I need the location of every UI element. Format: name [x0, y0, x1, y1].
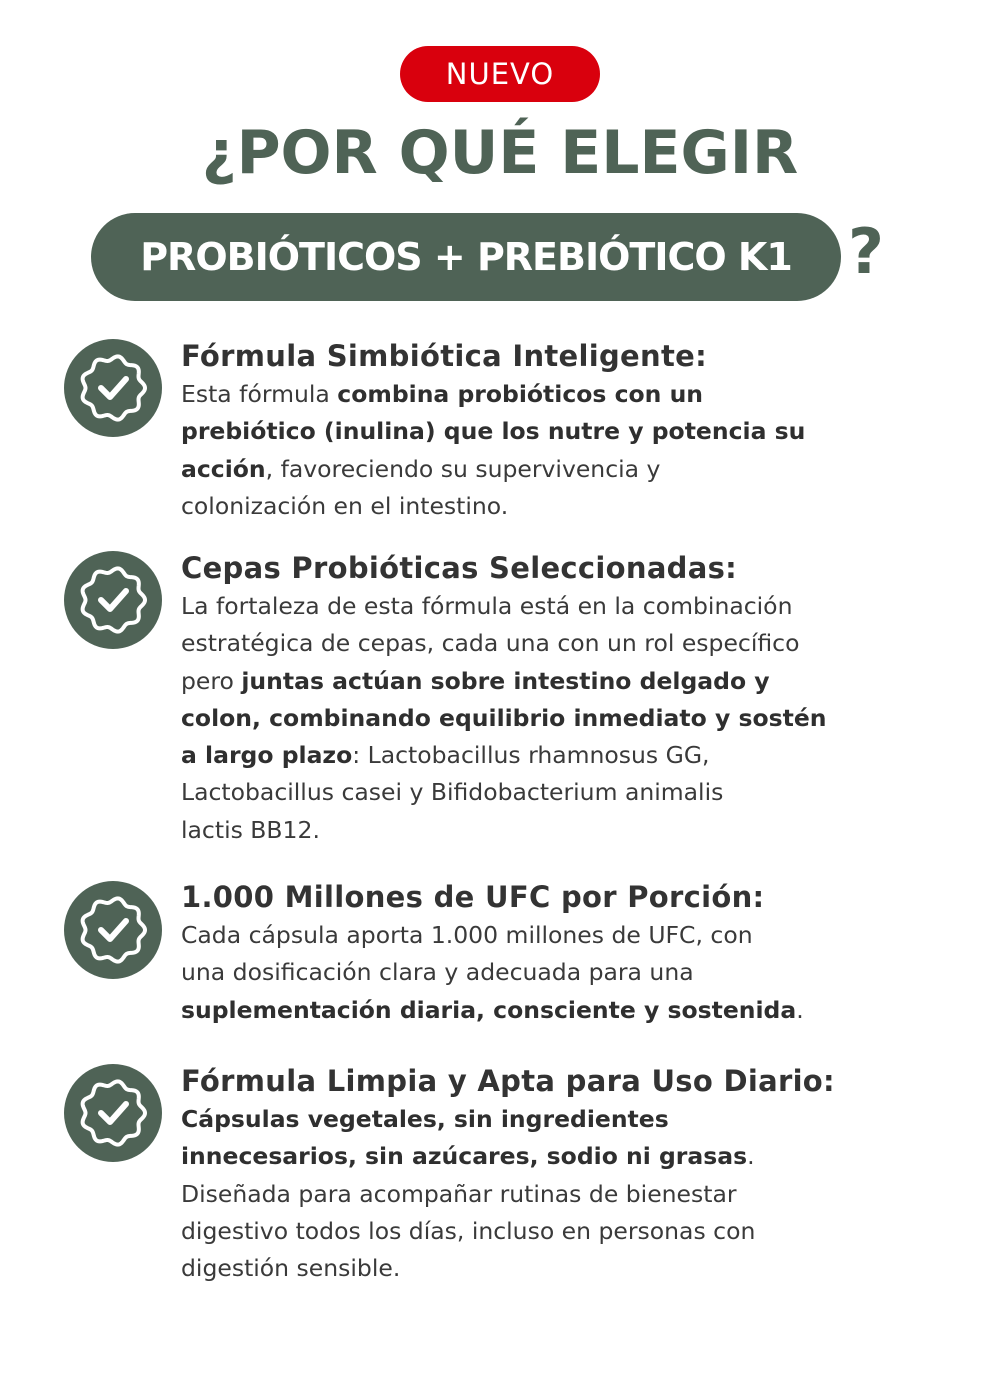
feature-heading: 1.000 Millones de UFC por Porción:	[181, 880, 765, 914]
description-line	[181, 451, 941, 488]
bold-text: colon, combinando equilibrio inmediato y sostén	[181, 703, 827, 732]
bold-text: combina probióticos con un	[337, 380, 704, 408]
text-segment: digestión sensible.	[181, 1254, 401, 1283]
description-line	[181, 1101, 941, 1138]
description-line	[181, 1138, 941, 1175]
bold-text: juntas actúan sobre intestino delgado y	[241, 666, 770, 695]
badge-check-icon	[64, 1064, 162, 1162]
badge-check-icon	[64, 881, 162, 979]
feature-heading: Cepas Probióticas Seleccionadas:	[181, 551, 738, 585]
text-segment: una dosificación clara y adecuada para una	[181, 958, 694, 987]
text-segment: pero	[181, 666, 242, 695]
feature-description	[181, 917, 941, 1029]
bold-text: suplementación diaria, consciente y sostenida	[181, 995, 797, 1024]
text-segment: lactis BB12.	[181, 815, 320, 844]
description-line	[181, 625, 941, 662]
feature-text	[181, 548, 941, 849]
bold-text: Cápsulas vegetales, sin ingredientes	[181, 1105, 669, 1133]
bold-text: prebiótico (inulina) que los nutre y potencia su	[181, 417, 806, 446]
new-badge: NUEVO	[400, 46, 600, 102]
feature-description	[181, 1101, 941, 1287]
text-segment: colonización en el intestino.	[181, 491, 509, 520]
feature-text	[181, 877, 941, 1029]
description-line	[181, 774, 941, 811]
description-line	[181, 413, 941, 450]
text-segment: Cada cápsula aporta 1.000 millones de UFC, con	[181, 921, 753, 949]
description-line	[181, 954, 941, 991]
bold-text: a largo plazo	[181, 741, 353, 770]
feature-heading: Fórmula Limpia y Apta para Uso Diario:	[181, 1064, 835, 1098]
question-mark: ?	[848, 215, 884, 288]
feature-text	[181, 1061, 941, 1287]
feature-heading: Fórmula Simbiótica Inteligente:	[181, 339, 708, 373]
text-segment: Esta fórmula	[181, 380, 338, 408]
bold-text: innecesarios, sin azúcares, sodio ni grasas	[181, 1142, 748, 1171]
description-line	[181, 376, 941, 413]
description-line	[181, 917, 941, 954]
text-segment: estratégica de cepas, cada una con un rol específico	[181, 629, 800, 658]
text-segment: Lactobacillus casei y Bifidobacterium animalis	[181, 778, 724, 807]
description-line	[181, 737, 941, 774]
description-line	[181, 992, 941, 1029]
feature-text	[181, 336, 941, 525]
description-line	[181, 700, 941, 737]
description-line	[181, 663, 941, 700]
description-line	[181, 1176, 941, 1213]
bold-text: acción	[181, 454, 266, 483]
text-segment: : Lactobacillus rhamnosus GG,	[352, 741, 710, 770]
text-segment: digestivo todos los días, incluso en personas con	[181, 1216, 756, 1245]
badge-check-icon	[64, 339, 162, 437]
text-segment: Diseñada para acompañar rutinas de bienestar	[181, 1179, 737, 1208]
page-title: ¿POR QUÉ ELEGIR	[201, 118, 799, 188]
feature-description	[181, 588, 941, 849]
description-line	[181, 812, 941, 849]
description-line	[181, 588, 941, 625]
description-line	[181, 1250, 941, 1287]
text-segment: .	[796, 995, 804, 1024]
badge-check-icon	[64, 551, 162, 649]
product-name-pill: PROBIÓTICOS + PREBIÓTICO K1	[91, 213, 841, 301]
text-segment: , favoreciendo su supervivencia y	[265, 454, 661, 483]
description-line	[181, 1213, 941, 1250]
feature-description	[181, 376, 941, 525]
text-segment: La fortaleza de esta fórmula está en la combinación	[181, 592, 793, 620]
text-segment: .	[747, 1142, 755, 1171]
description-line	[181, 488, 941, 525]
